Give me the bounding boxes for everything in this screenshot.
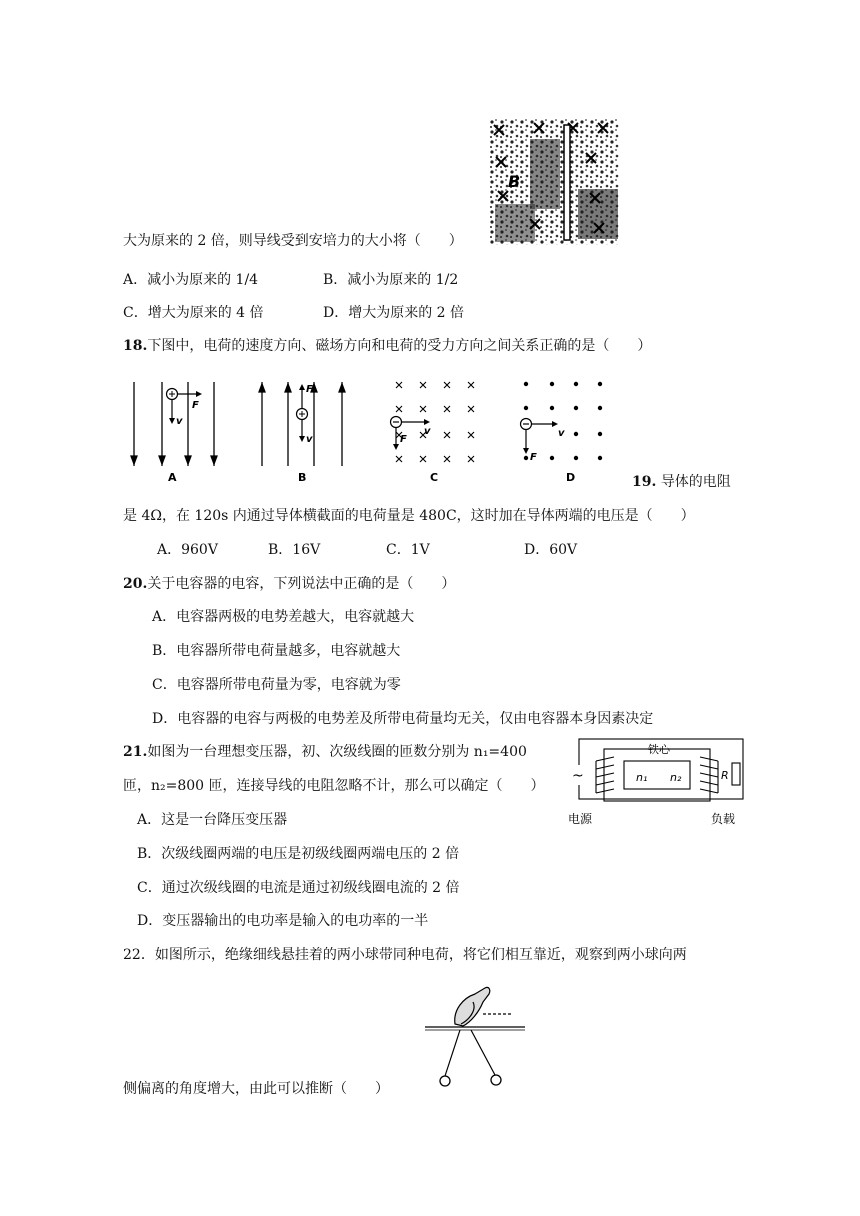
q17-option-b: B．减小为原来的 1/2: [323, 272, 459, 288]
q18-a-caption: A: [168, 471, 177, 484]
q21-resistor-label: R: [721, 769, 729, 782]
q17-stem-tail: 大为原来的 2 倍，则导线受到安培力的大小将（ ）: [123, 233, 463, 249]
q19-option-d: D．60V: [524, 542, 578, 558]
q18-figure-a: [126, 378, 226, 488]
q20-option-c: C．电容器所带电荷量为零，电容就为零: [152, 677, 401, 693]
q22-stem-line2: 侧偏离的角度增大，由此可以推断（ ）: [123, 1081, 389, 1097]
q21-source-label: 电源: [568, 812, 593, 826]
q19-stem-rest: 是 4Ω，在 120s 内通过导体横截面的电荷量是 480C，这时加在导体两端的电压是（ ）: [123, 508, 695, 524]
q18-b-velocity-label: v: [306, 434, 313, 445]
q18-d-velocity-label: v: [558, 428, 565, 439]
q21-load-label: 负载: [711, 812, 736, 826]
q21-option-b: B．次级线圈两端的电压是初级线圈两端电压的 2 倍: [137, 846, 460, 862]
q17-option-a: A．减小为原来的 1/4: [123, 272, 259, 288]
q18-number: 18.: [123, 338, 148, 354]
q20-option-a: A．电容器两极的电势差越大，电容就越大: [152, 609, 415, 625]
q18-stem-text: 下图中，电荷的速度方向、磁场方向和电荷的受力方向之间关系正确的是（ ）: [147, 338, 652, 354]
q20-number: 20.: [123, 576, 148, 592]
q17-option-d: D．增大为原来的 2 倍: [323, 305, 465, 321]
q18-a-velocity-label: v: [176, 416, 183, 427]
q18-a-force-label: F: [192, 400, 199, 411]
q18-c-force-label: F: [400, 434, 407, 445]
q21-stem-line2: 匝，n₂=800 匝，连接导线的电阻忽略不计，那么可以确定（ ）: [123, 778, 545, 794]
q18-c-caption: C: [430, 471, 439, 484]
q21-option-a: A．这是一台降压变压器: [137, 812, 288, 828]
q17-option-c: C．增大为原来的 4 倍: [123, 305, 264, 321]
q21-core-label: 铁心: [648, 743, 670, 756]
q18-b-caption: B: [298, 471, 307, 484]
q19-option-a: A．960V: [157, 542, 218, 558]
q19-option-c: C．1V: [386, 542, 430, 558]
q17-magnetic-field-figure: [490, 119, 620, 245]
q18-figure-b: [256, 378, 356, 488]
q18-d-force-label: F: [530, 452, 537, 463]
q21-ac-source-icon: ~: [572, 768, 584, 784]
q21-option-c: C．通过次级线圈的电流是通过初级线圈电流的 2 倍: [137, 880, 460, 896]
q22-charged-balls-figure: [425, 980, 535, 1080]
q21-option-d: D．变压器输出的电功率是输入的电功率的一半: [137, 913, 429, 929]
q21-stem-line1: 21.如图为一台理想变压器，初、次级线圈的匝数分别为 n₁=400: [123, 744, 527, 760]
q21-n1-label: n₁: [636, 771, 648, 784]
q20-option-d: D．电容器的电容与两极的电势差及所带电荷量均无关，仅由电容器本身因素决定: [152, 711, 654, 727]
q19-stem-start: 19. 导体的电阻: [632, 474, 731, 490]
q19-option-b: B．16V: [268, 542, 321, 558]
q19-number: 19.: [632, 474, 657, 490]
q22-stem-line1: 22．如图所示，绝缘细线悬挂着的两小球带同种电荷，将它们相互靠近，观察到两小球向两: [123, 947, 687, 963]
q18-figure-c: [388, 378, 488, 488]
q18-b-force-label: F: [306, 384, 313, 395]
q18-stem: [123, 336, 651, 356]
q20-stem: 20.关于电容器的电容，下列说法中正确的是（ ）: [123, 576, 456, 592]
q17-field-label: B: [508, 172, 521, 191]
q21-number: 21.: [123, 744, 148, 760]
q20-option-b: B．电容器所带电荷量越多，电容就越大: [152, 643, 401, 659]
q18-d-caption: D: [566, 471, 576, 484]
q18-c-velocity-label: v: [424, 426, 431, 437]
q21-n2-label: n₂: [670, 771, 682, 784]
q18-figure-d: [518, 378, 618, 488]
q21-transformer-figure: [566, 735, 746, 827]
